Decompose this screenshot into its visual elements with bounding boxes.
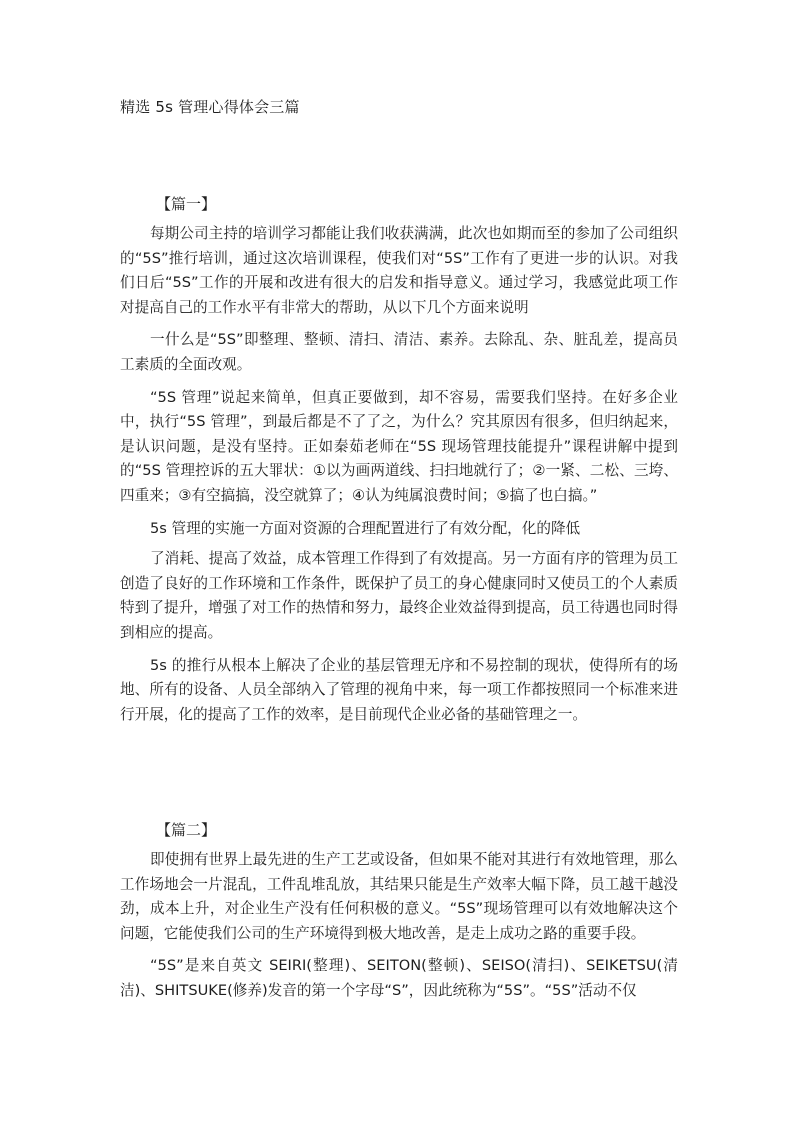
- paragraph: 每期公司主持的培训学习都能让我们收获满满，此次也如期而至的参加了公司组织的“5S”推行培训，通过这次培训课程，使我们对“5S”工作有了更进一步的认识。对我们日后“5S”工作的开展和改进有很大的启发和指导意义。通过学习，我感觉此项工作对提高自己的工作水平有非常大的帮助，从以下几个方面来说明: [120, 225, 678, 316]
- paragraph: 5s 的推行从根本上解决了企业的基层管理无序和不易控制的现状，使得所有的场地、所有的设备、人员全部纳入了管理的视角中来，每一项工作都按照同一个标准来进行开展，化的提高了工作的效率，是目前现代企业必备的基础管理之一。: [120, 656, 678, 723]
- paragraph: 了消耗、提高了效益，成本管理工作得到了有效提高。另一方面有序的管理为员工创造了良好的工作环境和工作条件，既保护了员工的身心健康同时又使员工的个人素质特到了提升，增强了对工作的热情和努力，最终企业效益得到提高，员工待遇也同时得到相应的提高。: [120, 550, 678, 641]
- paragraph: 即使拥有世界上最先进的生产工艺或设备，但如果不能对其进行有效地管理，那么工作场地会一片混乱，工件乱堆乱放，其结果只能是生产效率大幅下降，员工越干越没劲，成本上升，对企业生产没有任何积极的意义。“5S”现场管理可以有效地解决这个问题，它能使我们公司的生产环境得到极大地改善，是走上成功之路的重要手段。: [120, 851, 678, 942]
- section-2: [120, 818, 678, 1012]
- paragraph: 一什么是“5S”即整理、整顿、清扫、清洁、素养。去除乱、杂、脏乱差，提高员工素质的全面改观。: [120, 331, 678, 373]
- section-1: [120, 192, 678, 735]
- document-title: 精选 5s 管理心得体会三篇: [120, 98, 300, 116]
- paragraph: 5s 管理的实施一方面对资源的合理配置进行了有效分配，化的降低: [150, 519, 581, 537]
- section-heading: 【篇一】: [156, 195, 217, 213]
- paragraph: “5S 管理”说起来简单，但真正要做到，却不容易，需要我们坚持。在好多企业中，执行“5S 管理”，到最后都是不了了之，为什么？究其原因有很多，但归纳起来，是认识问题，是没有坚持。正如秦茹老师在“5S 现场管理技能提升”课程讲解中提到的“5S 管理控诉的五大罪状：①以为画两道线、扫扫地就行了；②一紧、二松、三垮、四重来；③有空搞搞，没空就算了；④认为纯属浪费时间；⑤搞了也白搞。”: [120, 388, 678, 504]
- paragraph: “5S”是来自英文 SEIRI(整理)、SEITON(整顿)、SEISO(清扫)、SEIKETSU(清洁)、SHITSUKE(修养)发音的第一个字母“S”，因此统称为“5S”。“5S”活动不仅: [120, 957, 678, 999]
- section-heading: 【篇二】: [156, 821, 217, 839]
